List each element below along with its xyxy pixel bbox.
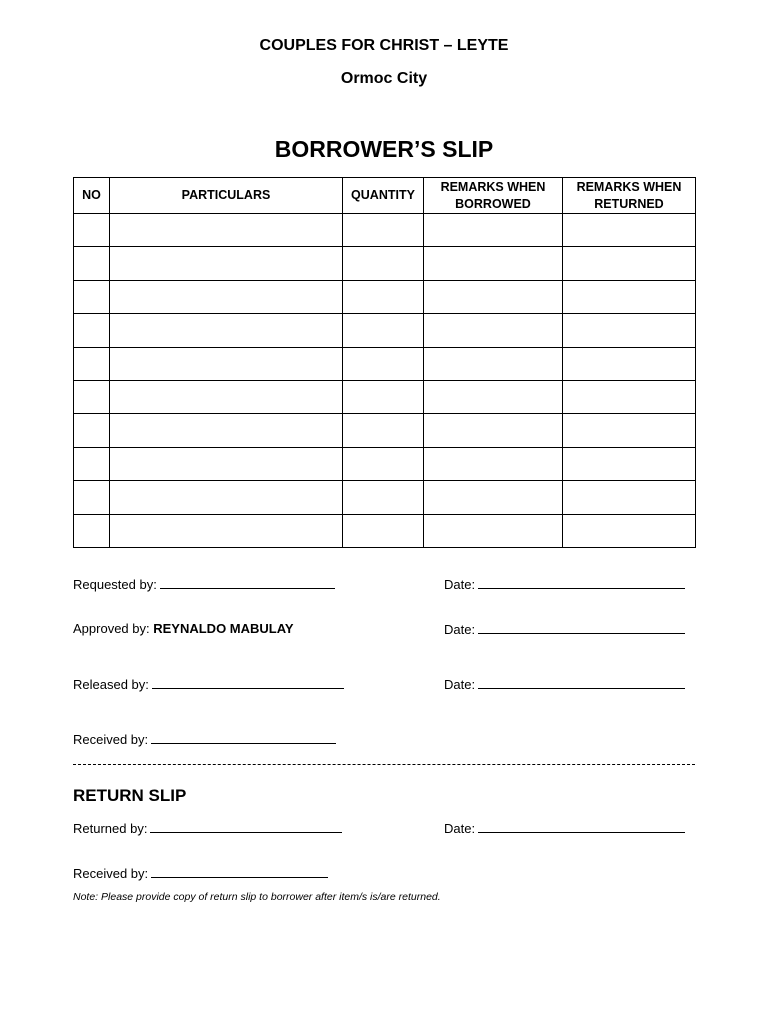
table-cell[interactable]: [74, 481, 110, 514]
table-cell[interactable]: [343, 280, 424, 313]
table-row: [74, 247, 696, 280]
table-cell[interactable]: [563, 280, 696, 313]
returned-by-blank[interactable]: [150, 820, 342, 833]
table-cell[interactable]: [343, 214, 424, 247]
table-cell[interactable]: [343, 247, 424, 280]
table-cell[interactable]: [424, 247, 563, 280]
table-cell[interactable]: [424, 481, 563, 514]
table-cell[interactable]: [74, 214, 110, 247]
table-cell[interactable]: [110, 214, 343, 247]
table-cell[interactable]: [110, 280, 343, 313]
table-cell[interactable]: [110, 380, 343, 413]
items-table: [73, 177, 696, 548]
cut-line-separator: [73, 764, 695, 765]
table-cell[interactable]: [343, 314, 424, 347]
return-note: Note: Please provide copy of return slip to borrower after item/s is/are returned.: [73, 891, 441, 903]
table-cell[interactable]: [424, 447, 563, 480]
requested-by-line: [73, 576, 335, 592]
table-cell[interactable]: [563, 447, 696, 480]
table-row: [74, 347, 696, 380]
table-cell[interactable]: [424, 314, 563, 347]
table-cell[interactable]: [74, 347, 110, 380]
approver-name: REYNALDO MABULAY: [153, 621, 294, 636]
approved-by-line: [73, 621, 294, 636]
table-cell[interactable]: [424, 514, 563, 547]
return-received-by-label: Received by:: [73, 866, 149, 881]
released-by-blank[interactable]: [152, 676, 344, 689]
date-label: Date:: [444, 577, 476, 592]
table-cell[interactable]: [563, 481, 696, 514]
table-cell[interactable]: [110, 314, 343, 347]
table-cell[interactable]: [424, 380, 563, 413]
table-cell[interactable]: [110, 447, 343, 480]
return-received-by-line: [73, 865, 328, 881]
table-cell[interactable]: [74, 247, 110, 280]
table-row: [74, 380, 696, 413]
received-by-blank[interactable]: [151, 731, 336, 744]
return-received-by-blank[interactable]: [151, 865, 328, 878]
table-cell[interactable]: [563, 214, 696, 247]
approved-date-line: [444, 621, 685, 637]
requested-date-line: [444, 576, 685, 592]
received-by-label: Received by:: [73, 732, 149, 747]
table-body: [74, 214, 696, 548]
city-name: Ormoc City: [340, 70, 428, 87]
table-cell[interactable]: [110, 414, 343, 447]
table-cell[interactable]: [343, 414, 424, 447]
table-cell[interactable]: [110, 514, 343, 547]
column-header-no: NO: [74, 178, 110, 214]
table-cell[interactable]: [563, 347, 696, 380]
requested-by-blank[interactable]: [160, 576, 335, 589]
table-header-row: [74, 178, 696, 214]
approved-date-blank[interactable]: [478, 621, 685, 634]
date-label: Date:: [444, 677, 476, 692]
document-title: BORROWER’S SLIP: [274, 136, 494, 162]
table-row: [74, 280, 696, 313]
table-row: [74, 414, 696, 447]
table-cell[interactable]: [563, 247, 696, 280]
released-by-label: Released by:: [73, 677, 149, 692]
table-cell[interactable]: [343, 380, 424, 413]
returned-date-blank[interactable]: [478, 820, 685, 833]
table-cell[interactable]: [74, 380, 110, 413]
table-cell[interactable]: [343, 447, 424, 480]
column-header-remarks-returned: REMARKS WHEN RETURNED: [563, 178, 696, 214]
table-cell[interactable]: [424, 347, 563, 380]
received-by-line: [73, 731, 336, 747]
released-by-line: [73, 676, 344, 692]
table-row: [74, 481, 696, 514]
requested-by-label: Requested by:: [73, 577, 157, 592]
table-cell[interactable]: [563, 514, 696, 547]
column-header-quantity: QUANTITY: [343, 178, 424, 214]
table-cell[interactable]: [74, 314, 110, 347]
table-cell[interactable]: [424, 214, 563, 247]
returned-by-line: [73, 820, 342, 836]
table-cell[interactable]: [563, 414, 696, 447]
column-header-particulars: PARTICULARS: [110, 178, 343, 214]
table-cell[interactable]: [74, 514, 110, 547]
organization-name: COUPLES FOR CHRIST – LEYTE: [259, 37, 509, 54]
column-header-remarks-borrowed: REMARKS WHEN BORROWED: [424, 178, 563, 214]
returned-by-label: Returned by:: [73, 821, 148, 836]
released-date-blank[interactable]: [478, 676, 685, 689]
table-cell[interactable]: [74, 414, 110, 447]
table-cell[interactable]: [110, 347, 343, 380]
table-cell[interactable]: [424, 280, 563, 313]
requested-date-blank[interactable]: [478, 576, 685, 589]
date-label: Date:: [444, 821, 476, 836]
table-row: [74, 214, 696, 247]
table-cell[interactable]: [74, 447, 110, 480]
table-row: [74, 314, 696, 347]
table-cell[interactable]: [343, 514, 424, 547]
table-cell[interactable]: [343, 481, 424, 514]
table-cell[interactable]: [424, 414, 563, 447]
table-row: [74, 447, 696, 480]
table-cell[interactable]: [343, 347, 424, 380]
table-cell[interactable]: [110, 247, 343, 280]
approved-by-label: Approved by:: [73, 621, 150, 636]
table-row: [74, 514, 696, 547]
table-cell[interactable]: [563, 314, 696, 347]
returned-date-line: [444, 820, 685, 836]
released-date-line: [444, 676, 685, 692]
table-cell[interactable]: [74, 280, 110, 313]
table-cell[interactable]: [110, 481, 343, 514]
return-slip-title: RETURN SLIP: [73, 786, 187, 805]
date-label: Date:: [444, 622, 476, 637]
table-cell[interactable]: [563, 380, 696, 413]
